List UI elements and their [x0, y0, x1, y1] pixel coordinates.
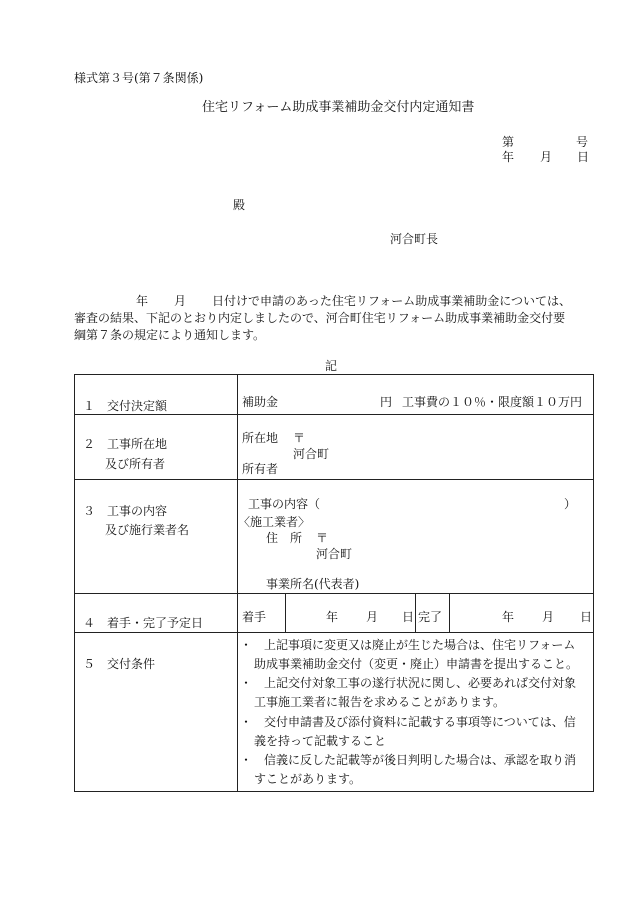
row-schedule — [75, 594, 594, 633]
number-prefix: 第 — [502, 135, 515, 149]
condition-line: ・ 交付申請書及び添付資料に記載する事項等については、信 — [240, 715, 576, 729]
grant-note: 工事費の１０％・限度額１０万円 — [402, 395, 583, 409]
issuer: 河合町長 — [390, 232, 439, 246]
condition-line: 工事施工業者に報告を求めることがあります。 — [254, 695, 506, 709]
body-year: 年 — [136, 294, 149, 308]
grant-prefix: 補助金 — [242, 395, 279, 409]
location-label-line1: ２ 工事所在地 — [83, 437, 168, 451]
body-line2: 審査の結果、下記のとおり内定しましたので、河合町住宅リフォーム助成事業補助金交付要 — [74, 311, 566, 325]
end-label: 完了 — [418, 610, 443, 624]
addressee-suffix: 殿 — [233, 198, 246, 212]
owner-field-label: 所有者 — [242, 462, 279, 476]
condition-line: ・ 上記交付対象工事の遂行状況に関し、必要あれば交付対象 — [240, 676, 577, 690]
body-line1: 日付けで申請のあった住宅リフォーム助成事業補助金については、 — [212, 294, 572, 308]
location-field-label: 所在地 — [242, 431, 279, 445]
location-town: 河合町 — [293, 447, 330, 461]
grant-unit: 円 — [380, 395, 393, 409]
number-suffix: 号 — [576, 135, 589, 149]
ki-heading: 記 — [325, 359, 338, 373]
document-title: 住宅リフォーム助成事業補助金交付内定通知書 — [202, 100, 475, 115]
start-label: 着手 — [242, 610, 267, 624]
notice-table — [74, 374, 594, 792]
condition-line: 義を持って記載すること — [254, 734, 387, 748]
work-label-line2: 及び施行業者名 — [105, 523, 190, 537]
grant-amount-label: １ 交付決定額 — [83, 399, 168, 413]
date-month: 月 — [540, 150, 553, 164]
date-day: 日 — [577, 150, 590, 164]
end-year: 年 — [502, 610, 515, 624]
condition-line: すことがあります。 — [254, 772, 362, 786]
contractor-label: 〈施工業者〉 — [238, 515, 311, 529]
body-month: 月 — [174, 294, 187, 308]
row-conditions — [75, 633, 594, 792]
contractor-address-label: 住 所 — [266, 531, 303, 545]
work-content-label: 工事の内容（ — [248, 497, 321, 511]
form-number: 様式第３号(第７条関係) — [74, 71, 204, 85]
condition-line: ・ 信義に反した記載等が後日判明した場合は、承認を取り消 — [240, 753, 577, 767]
date-year: 年 — [502, 150, 515, 164]
contractor-town: 河合町 — [316, 547, 353, 561]
end-month: 月 — [542, 610, 555, 624]
start-month: 月 — [366, 610, 379, 624]
contractor-postal-mark: 〒 — [316, 531, 329, 545]
location-postal-mark: 〒 — [293, 431, 306, 445]
row-grant-amount — [75, 375, 594, 415]
condition-line: ・ 上記事項に変更又は廃止が生じた場合は、住宅リフォーム — [240, 638, 576, 652]
work-content-close: ） — [564, 497, 577, 511]
schedule-label: ４ 着手・完了予定日 — [83, 616, 204, 630]
end-day: 日 — [580, 610, 593, 624]
business-name-label: 事業所名(代表者) — [266, 577, 360, 591]
row-location-owner — [75, 415, 594, 480]
start-day: 日 — [402, 610, 415, 624]
start-year: 年 — [326, 610, 339, 624]
work-label-line1: ３ 工事の内容 — [83, 504, 168, 518]
location-label-line2: 及び所有者 — [105, 457, 166, 471]
condition-line: 助成事業補助金交付（変更・廃止）申請書を提出すること。 — [254, 657, 579, 671]
row-work-contractor — [75, 480, 594, 594]
body-line3: 綱第７条の規定により通知します。 — [74, 328, 266, 342]
conditions-label: ５ 交付条件 — [83, 657, 156, 671]
